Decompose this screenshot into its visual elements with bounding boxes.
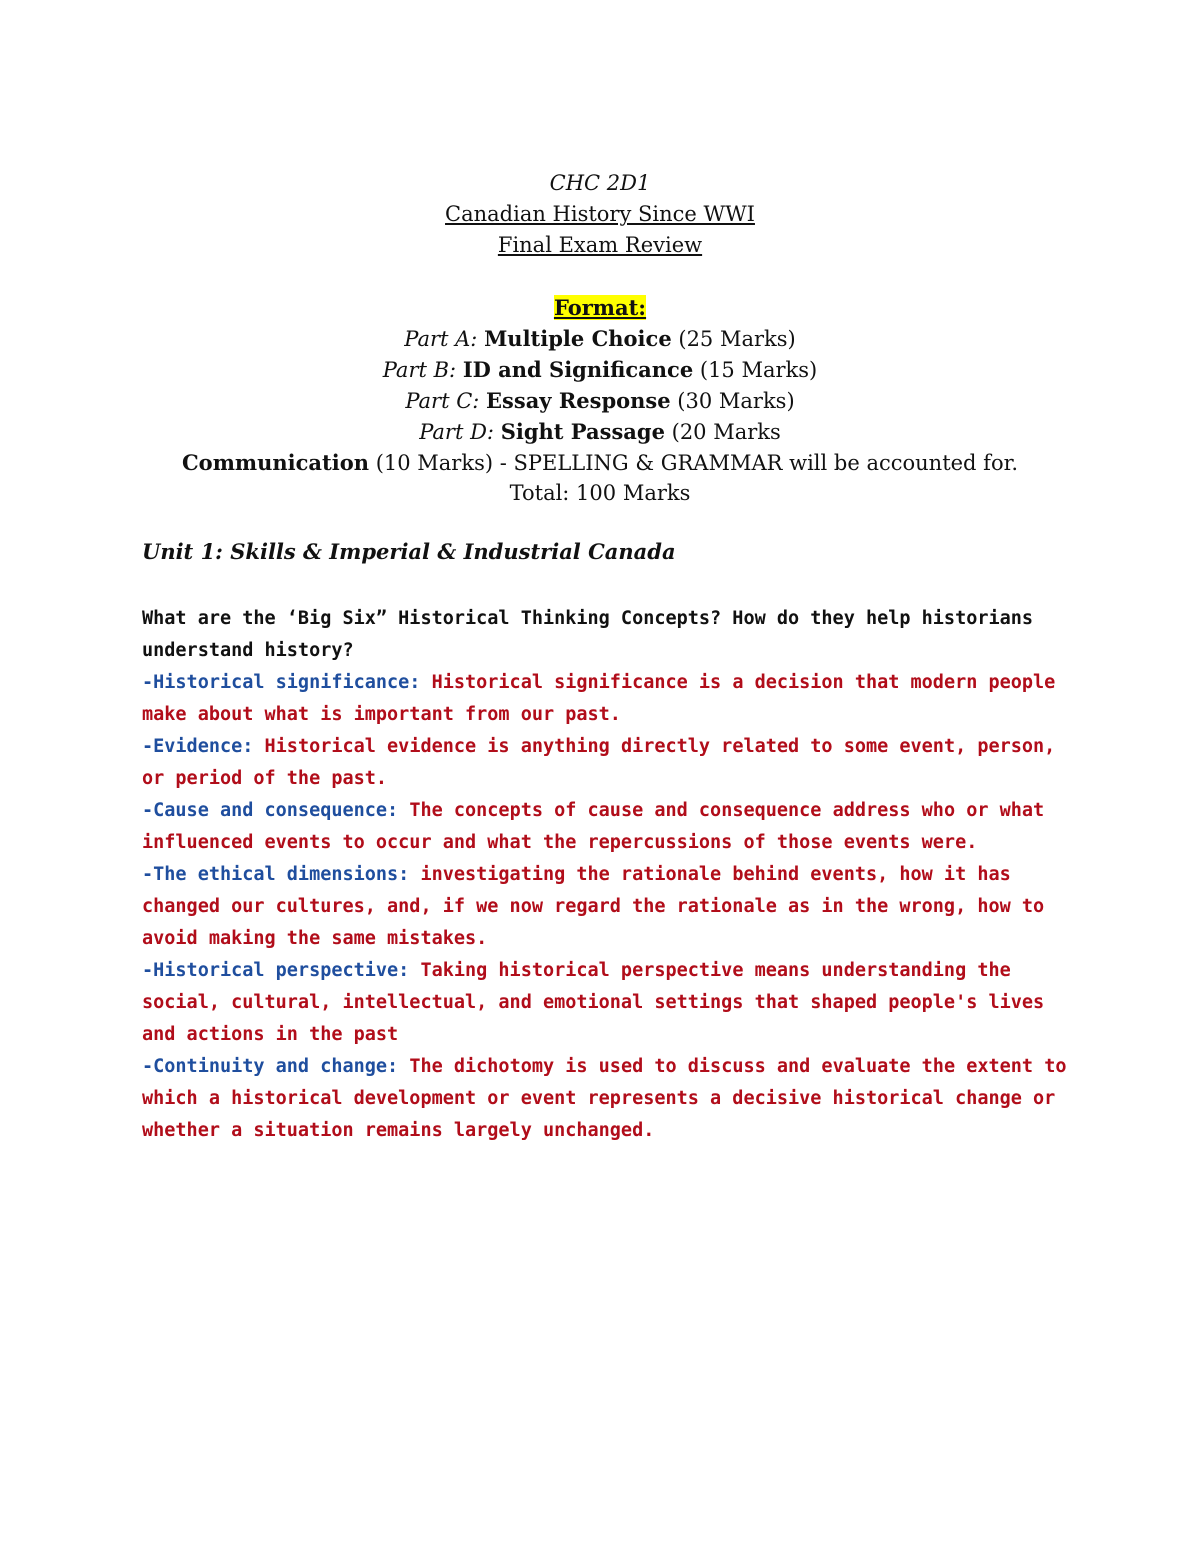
part-name: ID and Significance xyxy=(462,357,694,382)
part-marks: (20 Marks xyxy=(671,420,781,444)
concept-definition: The concepts of cause and consequence address who or what influenced events to occur and what the repercussions of those events were. xyxy=(142,800,1045,853)
format-part-c xyxy=(0,385,1200,416)
concept-definition: Historical significance is a decision that modern people make about what is important from our past. xyxy=(142,672,1056,725)
concept-definition: Historical evidence is anything directly related to some event, person, or period of the past. xyxy=(142,736,1056,789)
part-name: Multiple Choice xyxy=(484,326,672,351)
format-part-d xyxy=(0,416,1200,447)
review-question: What are the ‘Big Six” Historical Thinking Concepts? How do they help historians understand history? xyxy=(142,608,1034,661)
format-heading: Format: xyxy=(553,295,647,320)
part-marks: (25 Marks) xyxy=(678,327,796,351)
communication-detail: (10 Marks) - SPELLING & GRAMMAR will be accounted for. xyxy=(375,451,1019,475)
concept-term: -Cause and consequence: xyxy=(142,800,399,821)
concept-item xyxy=(142,731,1072,795)
concept-definition: Taking historical perspective means understanding the social, cultural, intellectual, and emotional settings that shaped people's lives and actions in the past xyxy=(142,960,1045,1045)
concept-definition: investigating the rationale behind events, how it has changed our cultures, and, if we now regard the rationale as in the wrong, how to avoid making the same mistakes. xyxy=(142,864,1045,949)
part-name: Sight Passage xyxy=(500,419,665,444)
part-marks: (30 Marks) xyxy=(677,389,795,413)
part-label: Part B: xyxy=(382,358,457,382)
concept-term: -Historical perspective: xyxy=(142,960,410,981)
doc-title: Final Exam Review xyxy=(497,233,703,257)
part-name: Essay Response xyxy=(486,388,671,413)
concept-term: -Historical significance: xyxy=(142,672,421,693)
format-communication xyxy=(0,447,1200,478)
unit-heading: Unit 1: Skills & Imperial & Industrial Canada xyxy=(142,539,676,564)
format-part-b xyxy=(0,354,1200,385)
concept-term: -Evidence: xyxy=(142,736,254,757)
concept-item xyxy=(142,667,1072,731)
part-marks: (15 Marks) xyxy=(699,358,818,382)
review-section xyxy=(142,603,1072,1147)
concept-item xyxy=(142,955,1072,1051)
concept-item xyxy=(142,1051,1072,1147)
concept-term: -The ethical dimensions: xyxy=(142,864,410,885)
communication-name: Communication xyxy=(181,450,369,475)
concept-term: -Continuity and change: xyxy=(142,1056,399,1077)
part-label: Part D: xyxy=(419,420,494,444)
format-part-a xyxy=(0,323,1200,354)
course-title: Canadian History Since WWI xyxy=(445,202,755,226)
part-label: Part A: xyxy=(404,327,478,351)
course-code: CHC 2D1 xyxy=(549,171,651,195)
concept-item xyxy=(142,859,1072,955)
concept-item xyxy=(142,795,1072,859)
concept-definition: The dichotomy is used to discuss and evaluate the extent to which a historical development or event represents a decisive historical change or whether a situation remains largely unchanged. xyxy=(142,1056,1067,1141)
format-total: Total: 100 Marks xyxy=(509,481,691,505)
part-label: Part C: xyxy=(405,389,480,413)
document-header xyxy=(0,168,1200,509)
